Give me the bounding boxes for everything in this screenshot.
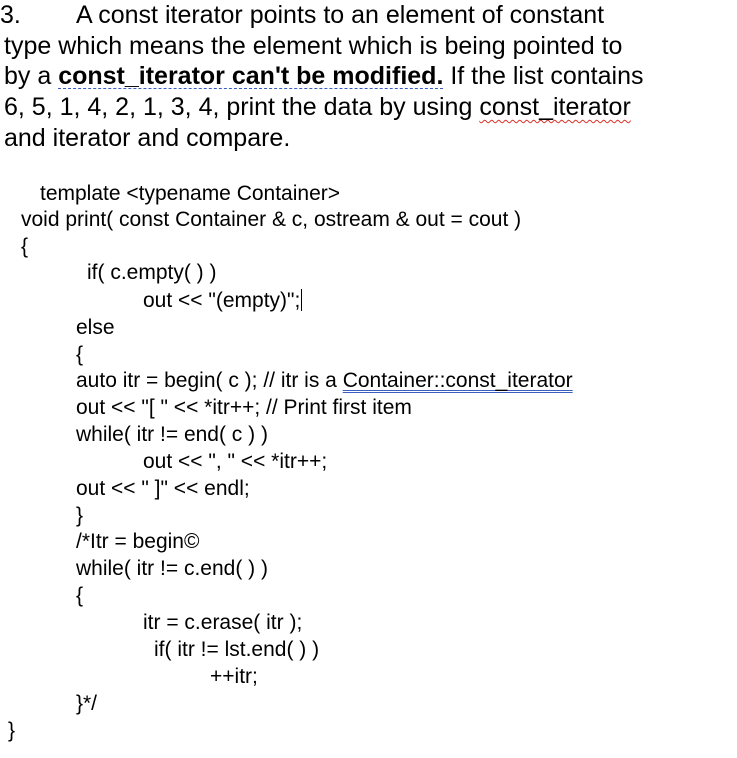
code-line-while-end xyxy=(76,421,268,448)
question-line-1-text: A const iterator points to an element of constant xyxy=(76,1,605,29)
code-line-out-close xyxy=(76,475,250,502)
code-text: while( itr != end( c ) ) xyxy=(76,423,268,446)
code-line-while-cend xyxy=(76,555,268,582)
code-text: }*/ xyxy=(76,692,98,715)
question-line-4-pre: 6, 5, 1, 4, 2, 1, 3, 4, print the data by using xyxy=(4,93,480,121)
code-line-else-close xyxy=(76,502,83,529)
question-line-4 xyxy=(4,92,631,123)
question-number: 3. xyxy=(0,1,21,29)
code-text: { xyxy=(76,584,84,607)
code-line-open-brace xyxy=(21,233,28,260)
question-line-3 xyxy=(4,61,644,92)
code-line-print-first xyxy=(76,394,412,421)
question-line-5-text: and iterator and compare. xyxy=(4,124,291,152)
code-line-auto-itr xyxy=(76,367,573,394)
code-text: if( c.empty( ) ) xyxy=(87,261,217,284)
code-line-comment-end xyxy=(76,690,97,717)
code-text: out << "(empty)"; xyxy=(143,289,301,312)
code-text: ++itr; xyxy=(210,665,258,688)
question-const-iterator-term: const_iterator xyxy=(479,93,631,121)
code-text: auto itr = begin( c ); // itr is a xyxy=(76,369,343,392)
code-line-signature xyxy=(21,206,521,233)
question-line-3-post: If the list contains xyxy=(443,62,644,90)
code-line-while-brace xyxy=(76,582,83,609)
code-line-increment xyxy=(210,663,258,690)
code-line-if-lst-end xyxy=(154,636,319,663)
question-bold-statement: const_iterator can't be modified. xyxy=(58,62,444,90)
question-line-2-text: type which means the element which is being pointed to xyxy=(4,32,623,60)
code-text: if( itr != lst.end( ) ) xyxy=(154,638,320,661)
code-text: out << ", " << *itr++; xyxy=(143,450,328,473)
code-text: { xyxy=(21,235,29,258)
code-line-if-empty xyxy=(87,259,217,286)
code-text: while( itr != c.end( ) ) xyxy=(76,557,268,580)
code-text: template <typename Container> xyxy=(40,182,341,205)
question-line-5 xyxy=(4,123,290,154)
code-text: else xyxy=(76,316,115,339)
code-line-else-brace xyxy=(76,341,83,368)
question-line-2 xyxy=(4,31,622,62)
code-line-out-empty xyxy=(143,287,302,314)
code-text: } xyxy=(76,504,84,527)
code-line-template xyxy=(40,180,340,207)
code-text: /*Itr = begin© xyxy=(76,530,200,553)
code-line-erase xyxy=(143,609,302,636)
code-text: itr = c.erase( itr ); xyxy=(143,611,303,634)
question-line-1 xyxy=(0,0,605,31)
text-cursor xyxy=(301,289,302,311)
code-text: out << "[ " << *itr++; // Print first item xyxy=(76,396,412,419)
code-line-else xyxy=(76,314,115,341)
code-line-comment-start xyxy=(76,528,199,555)
code-text: void print( const Container & c, ostream & out = cout ) xyxy=(21,208,522,231)
code-line-close-brace xyxy=(8,717,15,744)
code-const-iterator-type: Container::const_iterator xyxy=(342,369,573,392)
code-text: } xyxy=(8,719,16,742)
code-line-out-comma xyxy=(143,448,327,475)
question-line-3-pre: by a xyxy=(4,62,59,90)
code-text: { xyxy=(76,343,84,366)
code-text: out << " ]" << endl; xyxy=(76,477,250,500)
